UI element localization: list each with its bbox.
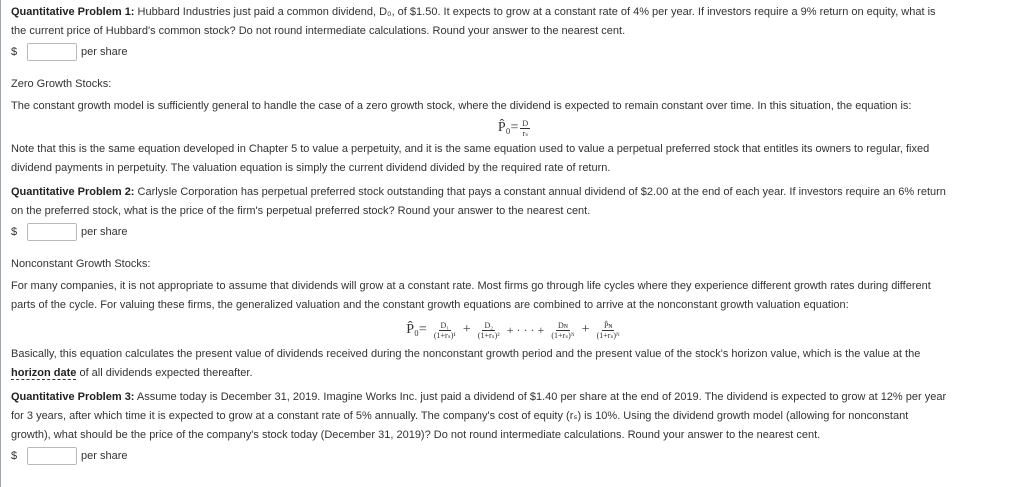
nonconstant-eq-lhs: P̂₀= (406, 322, 427, 338)
nonconstant-term4-num: P̂ɴ (603, 320, 613, 330)
problem3-unit: per share (81, 450, 128, 462)
nonconstant-expl-line1: Basically, this equation calculates the present value of dividends received during the nonconstant growth period and the present value of the stock's horizon value, which is the value at the (11, 348, 921, 360)
problem3-dollar: $ (11, 450, 18, 462)
zero-growth-eq-num: D (522, 118, 529, 128)
problem1-text: Hubbard Industries just paid a common dividend, D₀, of $1.50. It expects to grow at a constant rate of 4% per year. If investors require a 9% return on equity, what is (134, 6, 936, 18)
problem3-text-line3: growth), what should be the price of the company's stock today (December 31, 2019)? Do not round intermediate calculations. Round your answer to the nearest cent. (11, 429, 821, 441)
nonconstant-term2 (476, 321, 502, 340)
problem1-dollar: $ (11, 46, 18, 58)
zero-growth-eq-fraction (520, 119, 530, 138)
nonconstant-term2-den: (1+rₛ)² (477, 330, 500, 340)
problem1-price-input[interactable] (27, 43, 77, 61)
problem3-label: Quantitative Problem 3: (11, 391, 135, 403)
nonconstant-term3-den: (1+rₛ)ᴺ (551, 330, 575, 340)
problem3-price-input[interactable] (27, 447, 77, 465)
nonconstant-intro-line2: parts of the cycle. For valuing these firms, the generalized valuation and the constant growth equations are combined to arrive at the nonconstant growth valuation equation: (11, 299, 849, 311)
nonconstant-term3 (549, 321, 576, 340)
problem2-text: Carlysle Corporation has perpetual preferred stock outstanding that pays a constant annual dividend of $2.00 at the end of each year. If investors require an 6% return (134, 186, 946, 198)
problem3-text-line1 (11, 388, 1019, 407)
problem3-text: Assume today is December 31, 2019. Imagine Works Inc. just paid a dividend of $1.40 per share at the end of 2019. The dividend is expected to grow at 12% per year (134, 391, 947, 403)
problem1-label: Quantitative Problem 1: (11, 6, 135, 18)
nonconstant-dots: + · · · + (506, 323, 545, 338)
problem2-unit: per share (81, 226, 128, 238)
nonconstant-plus1: + (462, 322, 471, 338)
problem2-label: Quantitative Problem 2: (11, 186, 135, 198)
zero-growth-heading: Zero Growth Stocks: (11, 78, 112, 90)
problem2-dollar: $ (11, 226, 18, 238)
nonconstant-term3-num: Dɴ (558, 320, 568, 330)
nonconstant-term1 (432, 321, 458, 340)
horizon-date-term[interactable]: horizon date (11, 367, 77, 379)
problem1-answer-row (11, 41, 1019, 63)
nonconstant-term1-num: D₁ (440, 320, 450, 330)
problem2-price-input[interactable] (27, 223, 77, 241)
nonconstant-term2-num: D₂ (484, 320, 494, 330)
nonconstant-heading: Nonconstant Growth Stocks: (11, 258, 151, 270)
problem2-text-line2: on the preferred stock, what is the price of the firm's perpetual preferred stock? Round your answer to the nearest cent. (11, 205, 591, 217)
zero-growth-eq-den: rₛ (522, 128, 529, 138)
nonconstant-term1-den: (1+rₛ)¹ (433, 330, 456, 340)
zero-growth-note-line1: Note that this is the same equation developed in Chapter 5 to value a perpetuity, and it is the same equation used to value a perpetual preferred stock that entitles its owners to regular, fixed (11, 143, 930, 155)
problem1-text-line1 (11, 3, 1019, 22)
problem2-answer-row (11, 221, 1019, 243)
zero-growth-intro: The constant growth model is sufficiently general to handle the case of a zero growth stock, where the dividend is expected to remain constant over time. In this situation, the equation is: (11, 100, 912, 112)
nonconstant-term4 (595, 321, 622, 340)
nonconstant-intro-line1: For many companies, it is not appropriate to assume that dividends will grow at a constant rate. Most firms go through life cycles where they experience different growth rates during different (11, 280, 931, 292)
zero-growth-note-line2: dividend payments in perpetuity. The valuation equation is simply the current dividend divided by the required rate of return. (11, 162, 611, 174)
content (11, 0, 1019, 467)
nonconstant-term4-den: (1+rₛ)ᴺ (596, 330, 620, 340)
problem3-text-line2: for 3 years, after which time it is expected to grow at a constant rate of 5% annually. The company's cost of equity (rₛ) is 10%. Using the dividend growth model (allowing for nonconstant (11, 410, 909, 422)
problem1-text-line2: the current price of Hubbard's common stock? Do not round intermediate calculations. Round your answer to the nearest cent. (11, 25, 626, 37)
nonconstant-equation (11, 315, 1019, 345)
zero-growth-eq-lhs: P̂₀= (497, 120, 519, 136)
problem2-text-line1 (11, 183, 1019, 202)
problem1-unit: per share (81, 46, 128, 58)
zero-growth-equation (11, 116, 1019, 140)
nonconstant-expl-rest: of all dividends expected thereafter. (76, 367, 253, 379)
nonconstant-expl-line2 (11, 364, 1019, 383)
problem3-answer-row (11, 445, 1019, 467)
nonconstant-plus2: + (581, 322, 590, 338)
